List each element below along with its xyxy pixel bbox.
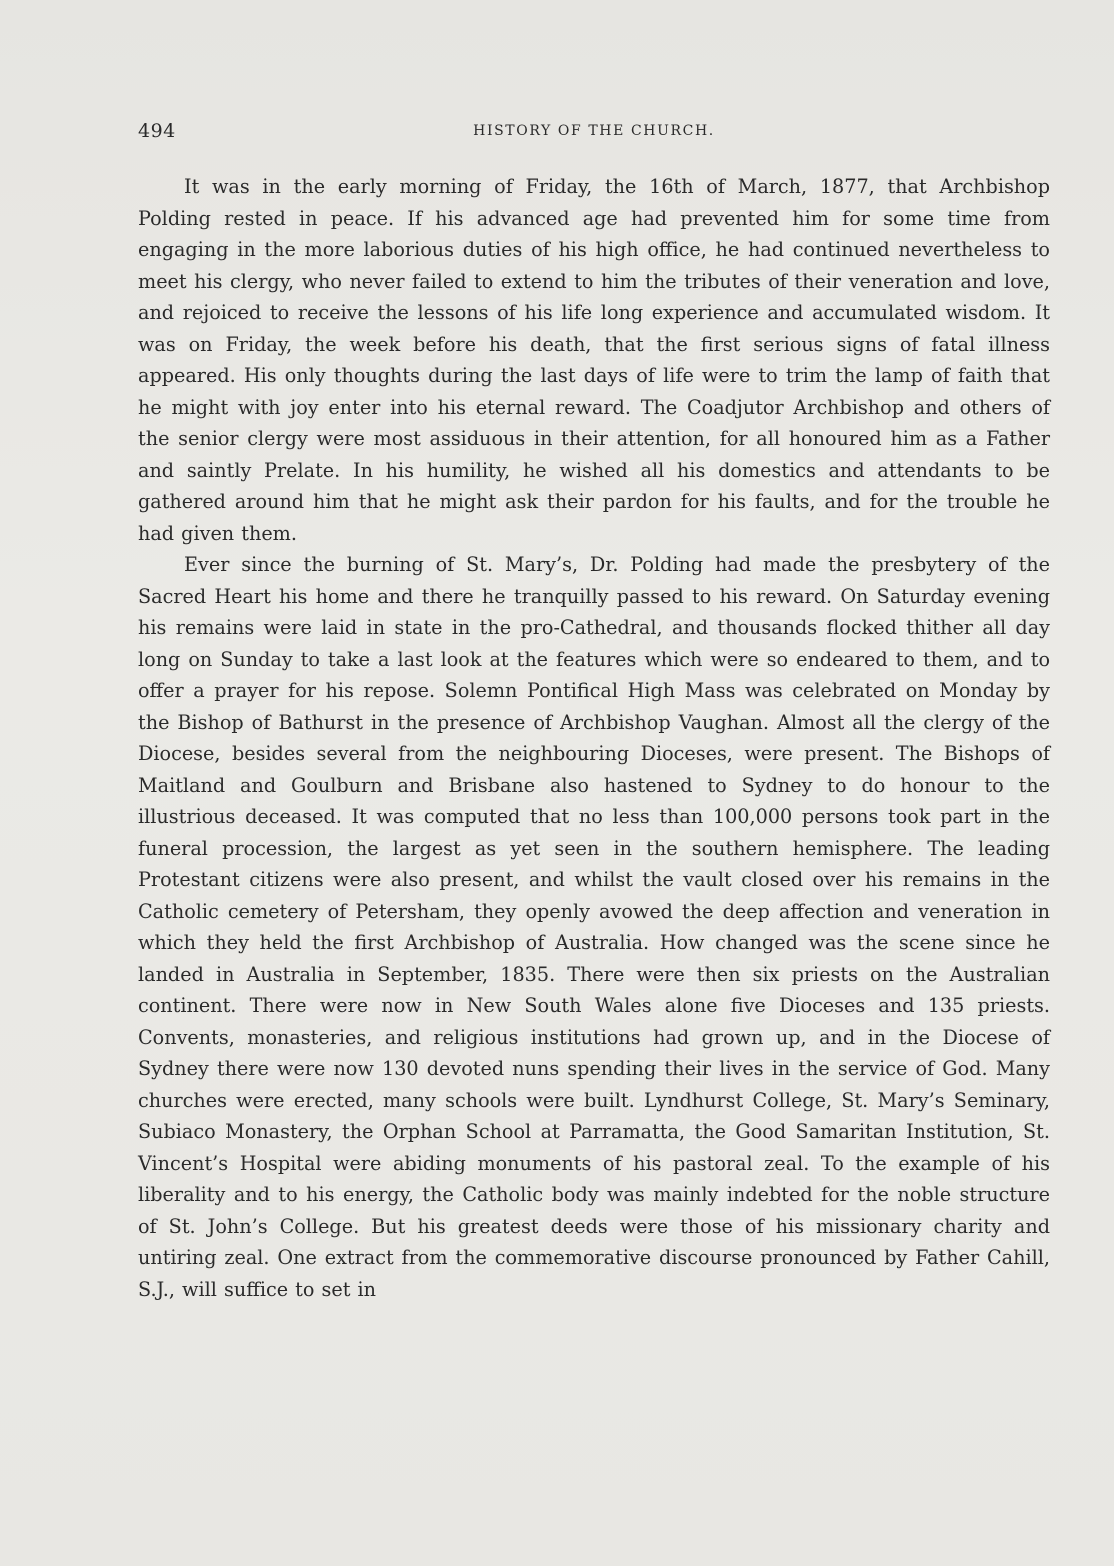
body-text (138, 171, 1050, 1305)
paragraph-2: Ever since the burning of St. Mary’s, Dr. Polding had made the presbytery of the Sacred Heart his home and there he tranquilly passed to his reward. On Saturday evening his remains were laid in state in the pro-Cathedral, and thousands flocked thither all day long on Sunday to take a last look at the features which were so endeared to them, and to offer a prayer for his repose. Solemn Pontifical High Mass was celebrated on Monday by the Bishop of Bathurst in the presence of Archbishop Vaughan. Almost all the clergy of the Diocese, besides several from the neighbouring Dioceses, were present. The Bishops of Maitland and Goulburn and Brisbane also hastened to Sydney to do honour to the illustrious deceased. It was computed that no less than 100,000 persons took part in the funeral procession, the largest as yet seen in the southern hemisphere. The leading Protestant citizens were also present, and whilst the vault closed over his remains in the Catholic cemetery of Petersham, they openly avowed the deep affection and veneration in which they held the first Archbishop of Australia. How changed was the scene since he landed in Australia in September, 1835. There were then six priests on the Australian continent. There were now in New South Wales alone five Dioceses and 135 priests. Convents, monasteries, and religious institutions had grown up, and in the Diocese of Sydney there were now 130 devoted nuns spending their lives in the service of God. Many churches were erected, many schools were built. Lyndhurst College, St. Mary’s Seminary, Subiaco Monastery, the Orphan School at Parramatta, the Good Samaritan Institution, St. Vincent’s Hospital were abiding monuments of his pastoral zeal. To the example of his liberality and to his energy, the Catholic body was mainly indebted for the noble structure of St. John’s College. But his greatest deeds were those of his missionary charity and untiring zeal. One extract from the commemorative discourse pronounced by Father Cahill, S.J., will suffice to set in (138, 553, 1050, 1301)
page-header (138, 120, 1050, 150)
running-title: HISTORY OF THE CHURCH. (473, 123, 715, 139)
page-number: 494 (138, 120, 176, 142)
paragraph-1: It was in the early morning of Friday, the 16th of March, 1877, that Archbishop Polding rested in peace. If his advanced age had prevented him for some time from engaging in the more laborious duties of his high office, he had continued nevertheless to meet his clergy, who never failed to extend to him the tributes of their veneration and love, and rejoiced to receive the lessons of his life long experience and accumulated wisdom. It was on Friday, the week before his death, that the first serious signs of fatal illness appeared. His only thoughts during the last days of life were to trim the lamp of faith that he might with joy enter into his eternal reward. The Coadjutor Archbishop and others of the senior clergy were most assiduous in their attention, for all honoured him as a Father and saintly Prelate. In his humility, he wished all his domestics and attendants to be gathered around him that he might ask their pardon for his faults, and for the trouble he had given them. (138, 175, 1050, 545)
